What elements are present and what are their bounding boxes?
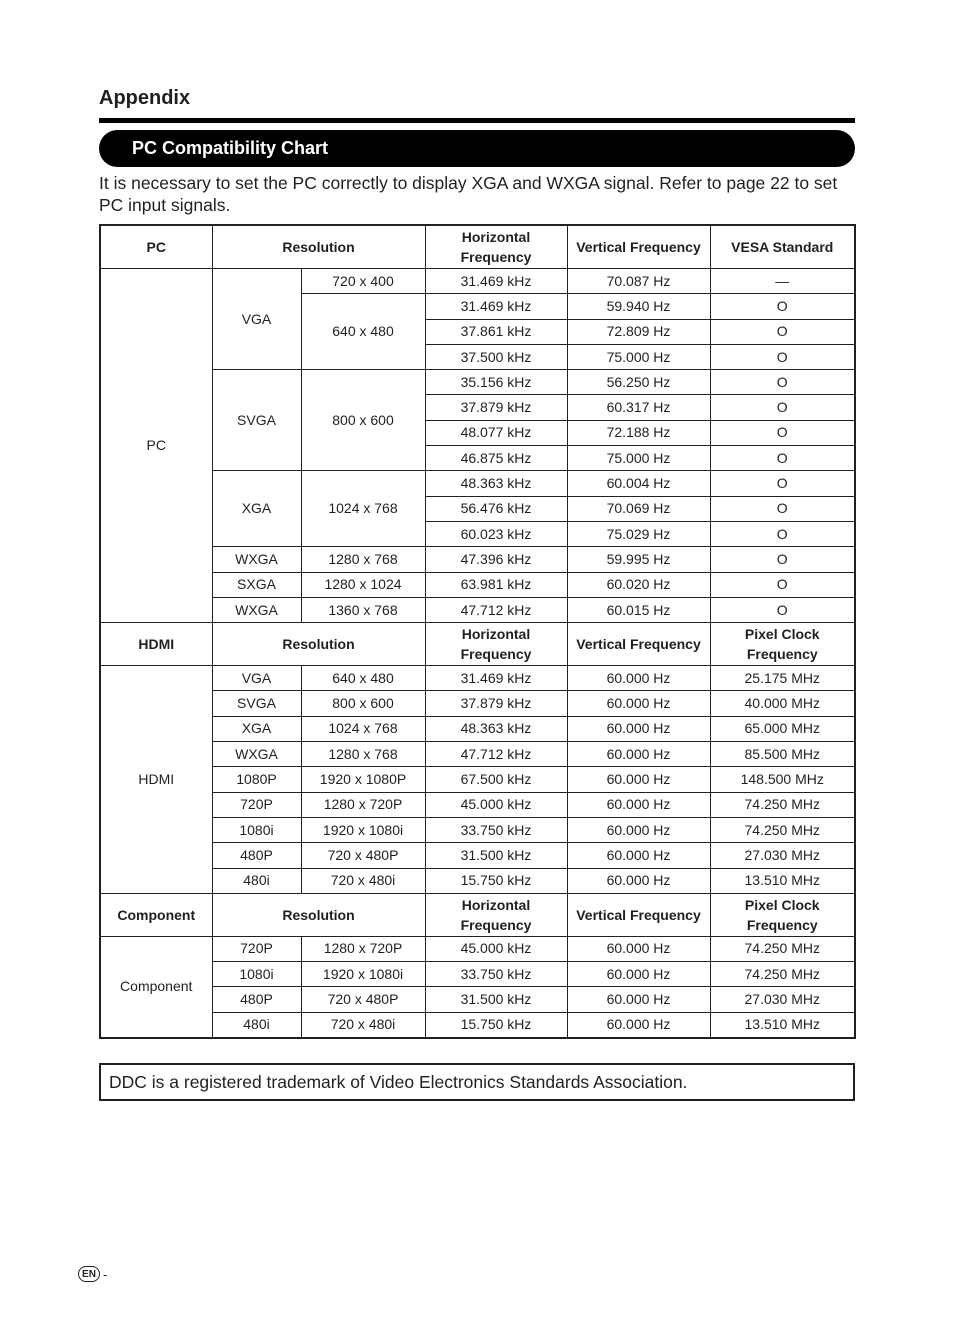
table-row	[100, 572, 855, 597]
group-label: PC	[100, 269, 212, 623]
clock-cell: 65.000 MHz	[710, 716, 855, 741]
resolution-cell: 640 x 480	[301, 666, 425, 691]
hfreq-cell: 35.156 kHz	[425, 370, 567, 395]
hfreq-cell: 31.469 kHz	[425, 294, 567, 319]
header-cell: Resolution	[212, 225, 425, 269]
hfreq-cell: 37.500 kHz	[425, 344, 567, 369]
vfreq-cell: 60.015 Hz	[567, 597, 710, 622]
vfreq-cell: 60.000 Hz	[567, 767, 710, 792]
vfreq-cell: 60.000 Hz	[567, 868, 710, 893]
clock-cell: 27.030 MHz	[710, 843, 855, 868]
resolution-cell: 800 x 600	[301, 691, 425, 716]
vesa-cell: O	[710, 344, 855, 369]
mode-cell: XGA	[212, 471, 301, 547]
vfreq-cell: 60.317 Hz	[567, 395, 710, 420]
hfreq-cell: 31.469 kHz	[425, 269, 567, 294]
vfreq-cell: 60.000 Hz	[567, 987, 710, 1012]
resolution-cell: 720 x 480P	[301, 987, 425, 1012]
vfreq-cell: 75.000 Hz	[567, 446, 710, 471]
hfreq-cell: 56.476 kHz	[425, 496, 567, 521]
clock-cell: 74.250 MHz	[710, 936, 855, 961]
resolution-cell: 1280 x 768	[301, 547, 425, 572]
hfreq-cell: 46.875 kHz	[425, 446, 567, 471]
mode-cell: 1080P	[212, 767, 301, 792]
table-row	[100, 936, 855, 961]
hfreq-cell: 15.750 kHz	[425, 1012, 567, 1038]
mode-cell: 1080i	[212, 962, 301, 987]
resolution-cell: 1280 x 720P	[301, 936, 425, 961]
clock-cell: 13.510 MHz	[710, 1012, 855, 1038]
header-cell: Resolution	[212, 893, 425, 936]
mode-cell: WXGA	[212, 742, 301, 767]
hfreq-cell: 48.363 kHz	[425, 471, 567, 496]
mode-cell: 720P	[212, 936, 301, 961]
section-title: Appendix	[99, 87, 191, 109]
hfreq-cell: 45.000 kHz	[425, 936, 567, 961]
resolution-cell: 1024 x 768	[301, 471, 425, 547]
vesa-cell: O	[710, 319, 855, 344]
hfreq-cell: 47.712 kHz	[425, 742, 567, 767]
group-label: HDMI	[100, 666, 212, 894]
clock-cell: 40.000 MHz	[710, 691, 855, 716]
hfreq-cell: 47.712 kHz	[425, 597, 567, 622]
component-header-row	[100, 893, 855, 936]
hfreq-cell: 37.861 kHz	[425, 319, 567, 344]
mode-cell: 480i	[212, 1012, 301, 1038]
header-cell: PC	[100, 225, 212, 269]
mode-cell: VGA	[212, 269, 301, 370]
mode-cell: 1080i	[212, 817, 301, 842]
vfreq-cell: 75.000 Hz	[567, 344, 710, 369]
clock-cell: 13.510 MHz	[710, 868, 855, 893]
hfreq-cell: 63.981 kHz	[425, 572, 567, 597]
vfreq-cell: 60.000 Hz	[567, 1012, 710, 1038]
vesa-cell: O	[710, 521, 855, 546]
vesa-cell: O	[710, 294, 855, 319]
chart-banner: PC Compatibility Chart	[99, 130, 855, 167]
vesa-cell: —	[710, 269, 855, 294]
header-cell: Component	[100, 893, 212, 936]
hfreq-cell: 48.363 kHz	[425, 716, 567, 741]
resolution-cell: 1280 x 720P	[301, 792, 425, 817]
vfreq-cell: 60.004 Hz	[567, 471, 710, 496]
language-badge: EN	[78, 1266, 100, 1282]
vfreq-cell: 70.087 Hz	[567, 269, 710, 294]
clock-cell: 148.500 MHz	[710, 767, 855, 792]
vfreq-cell: 72.188 Hz	[567, 420, 710, 445]
mode-cell: 480P	[212, 987, 301, 1012]
vfreq-cell: 60.000 Hz	[567, 666, 710, 691]
table-row	[100, 843, 855, 868]
header-cell: VESA Standard	[710, 225, 855, 269]
clock-cell: 74.250 MHz	[710, 962, 855, 987]
header-cell: Horizontal Frequency	[425, 225, 567, 269]
hfreq-cell: 15.750 kHz	[425, 868, 567, 893]
vfreq-cell: 70.069 Hz	[567, 496, 710, 521]
mode-cell: WXGA	[212, 597, 301, 622]
header-cell: Horizontal Frequency	[425, 893, 567, 936]
vesa-cell: O	[710, 370, 855, 395]
hfreq-cell: 67.500 kHz	[425, 767, 567, 792]
resolution-cell: 720 x 480P	[301, 843, 425, 868]
group-label: Component	[100, 936, 212, 1038]
table-row	[100, 1012, 855, 1038]
mode-cell: 480P	[212, 843, 301, 868]
clock-cell: 74.250 MHz	[710, 792, 855, 817]
clock-cell: 25.175 MHz	[710, 666, 855, 691]
hfreq-cell: 45.000 kHz	[425, 792, 567, 817]
hfreq-cell: 31.469 kHz	[425, 666, 567, 691]
mode-cell: SVGA	[212, 691, 301, 716]
vfreq-cell: 60.000 Hz	[567, 843, 710, 868]
mode-cell: WXGA	[212, 547, 301, 572]
title-rule	[99, 118, 855, 123]
header-cell: Vertical Frequency	[567, 225, 710, 269]
hfreq-cell: 47.396 kHz	[425, 547, 567, 572]
compatibility-table	[99, 224, 856, 1039]
hfreq-cell: 31.500 kHz	[425, 843, 567, 868]
vesa-cell: O	[710, 420, 855, 445]
vfreq-cell: 60.020 Hz	[567, 572, 710, 597]
resolution-cell: 720 x 480i	[301, 868, 425, 893]
resolution-cell: 720 x 480i	[301, 1012, 425, 1038]
mode-cell: SVGA	[212, 370, 301, 471]
table-row	[100, 547, 855, 572]
table-row	[100, 666, 855, 691]
resolution-cell: 800 x 600	[301, 370, 425, 471]
vfreq-cell: 60.000 Hz	[567, 962, 710, 987]
vesa-cell: O	[710, 446, 855, 471]
resolution-cell: 1360 x 768	[301, 597, 425, 622]
table-row	[100, 868, 855, 893]
header-cell: Pixel Clock Frequency	[710, 623, 855, 666]
clock-cell: 27.030 MHz	[710, 987, 855, 1012]
resolution-cell: 1280 x 768	[301, 742, 425, 767]
table-row	[100, 716, 855, 741]
hdmi-header-row	[100, 623, 855, 666]
resolution-cell: 720 x 400	[301, 269, 425, 294]
table-row	[100, 767, 855, 792]
vfreq-cell: 60.000 Hz	[567, 792, 710, 817]
resolution-cell: 1920 x 1080i	[301, 962, 425, 987]
vesa-cell: O	[710, 572, 855, 597]
hfreq-cell: 33.750 kHz	[425, 962, 567, 987]
header-cell: Pixel Clock Frequency	[710, 893, 855, 936]
table-row	[100, 269, 855, 294]
header-cell: HDMI	[100, 623, 212, 666]
vesa-cell: O	[710, 597, 855, 622]
intro-paragraph: It is necessary to set the PC correctly to display XGA and WXGA signal. Refer to page 22 to set PC input signals.	[99, 173, 838, 215]
table-row	[100, 471, 855, 496]
vfreq-cell: 60.000 Hz	[567, 742, 710, 767]
hfreq-cell: 37.879 kHz	[425, 691, 567, 716]
header-cell: Horizontal Frequency	[425, 623, 567, 666]
resolution-cell: 1920 x 1080P	[301, 767, 425, 792]
vfreq-cell: 59.995 Hz	[567, 547, 710, 572]
header-cell: Vertical Frequency	[567, 893, 710, 936]
vfreq-cell: 72.809 Hz	[567, 319, 710, 344]
mode-cell: 720P	[212, 792, 301, 817]
pc-header-row	[100, 225, 855, 269]
page-number-dash: -	[103, 1266, 108, 1282]
hfreq-cell: 37.879 kHz	[425, 395, 567, 420]
vfreq-cell: 60.000 Hz	[567, 691, 710, 716]
hfreq-cell: 48.077 kHz	[425, 420, 567, 445]
table-row	[100, 691, 855, 716]
table-row	[100, 742, 855, 767]
clock-cell: 74.250 MHz	[710, 817, 855, 842]
resolution-cell: 1024 x 768	[301, 716, 425, 741]
resolution-cell: 1280 x 1024	[301, 572, 425, 597]
hfreq-cell: 60.023 kHz	[425, 521, 567, 546]
mode-cell: 480i	[212, 868, 301, 893]
hfreq-cell: 33.750 kHz	[425, 817, 567, 842]
table-row	[100, 597, 855, 622]
table-row	[100, 370, 855, 395]
hfreq-cell: 31.500 kHz	[425, 987, 567, 1012]
table-row	[100, 792, 855, 817]
resolution-cell: 640 x 480	[301, 294, 425, 370]
table-row	[100, 817, 855, 842]
table-row	[100, 962, 855, 987]
mode-cell: VGA	[212, 666, 301, 691]
page-footer	[78, 1266, 107, 1282]
vfreq-cell: 60.000 Hz	[567, 716, 710, 741]
vfreq-cell: 60.000 Hz	[567, 936, 710, 961]
vesa-cell: O	[710, 547, 855, 572]
resolution-cell: 1920 x 1080i	[301, 817, 425, 842]
trademark-note: DDC is a registered trademark of Video Electronics Standards Association.	[99, 1063, 855, 1101]
vfreq-cell: 59.940 Hz	[567, 294, 710, 319]
table-row	[100, 987, 855, 1012]
header-cell: Resolution	[212, 623, 425, 666]
clock-cell: 85.500 MHz	[710, 742, 855, 767]
vesa-cell: O	[710, 395, 855, 420]
mode-cell: XGA	[212, 716, 301, 741]
header-cell: Vertical Frequency	[567, 623, 710, 666]
mode-cell: SXGA	[212, 572, 301, 597]
vfreq-cell: 60.000 Hz	[567, 817, 710, 842]
vfreq-cell: 75.029 Hz	[567, 521, 710, 546]
vesa-cell: O	[710, 471, 855, 496]
vfreq-cell: 56.250 Hz	[567, 370, 710, 395]
vesa-cell: O	[710, 496, 855, 521]
